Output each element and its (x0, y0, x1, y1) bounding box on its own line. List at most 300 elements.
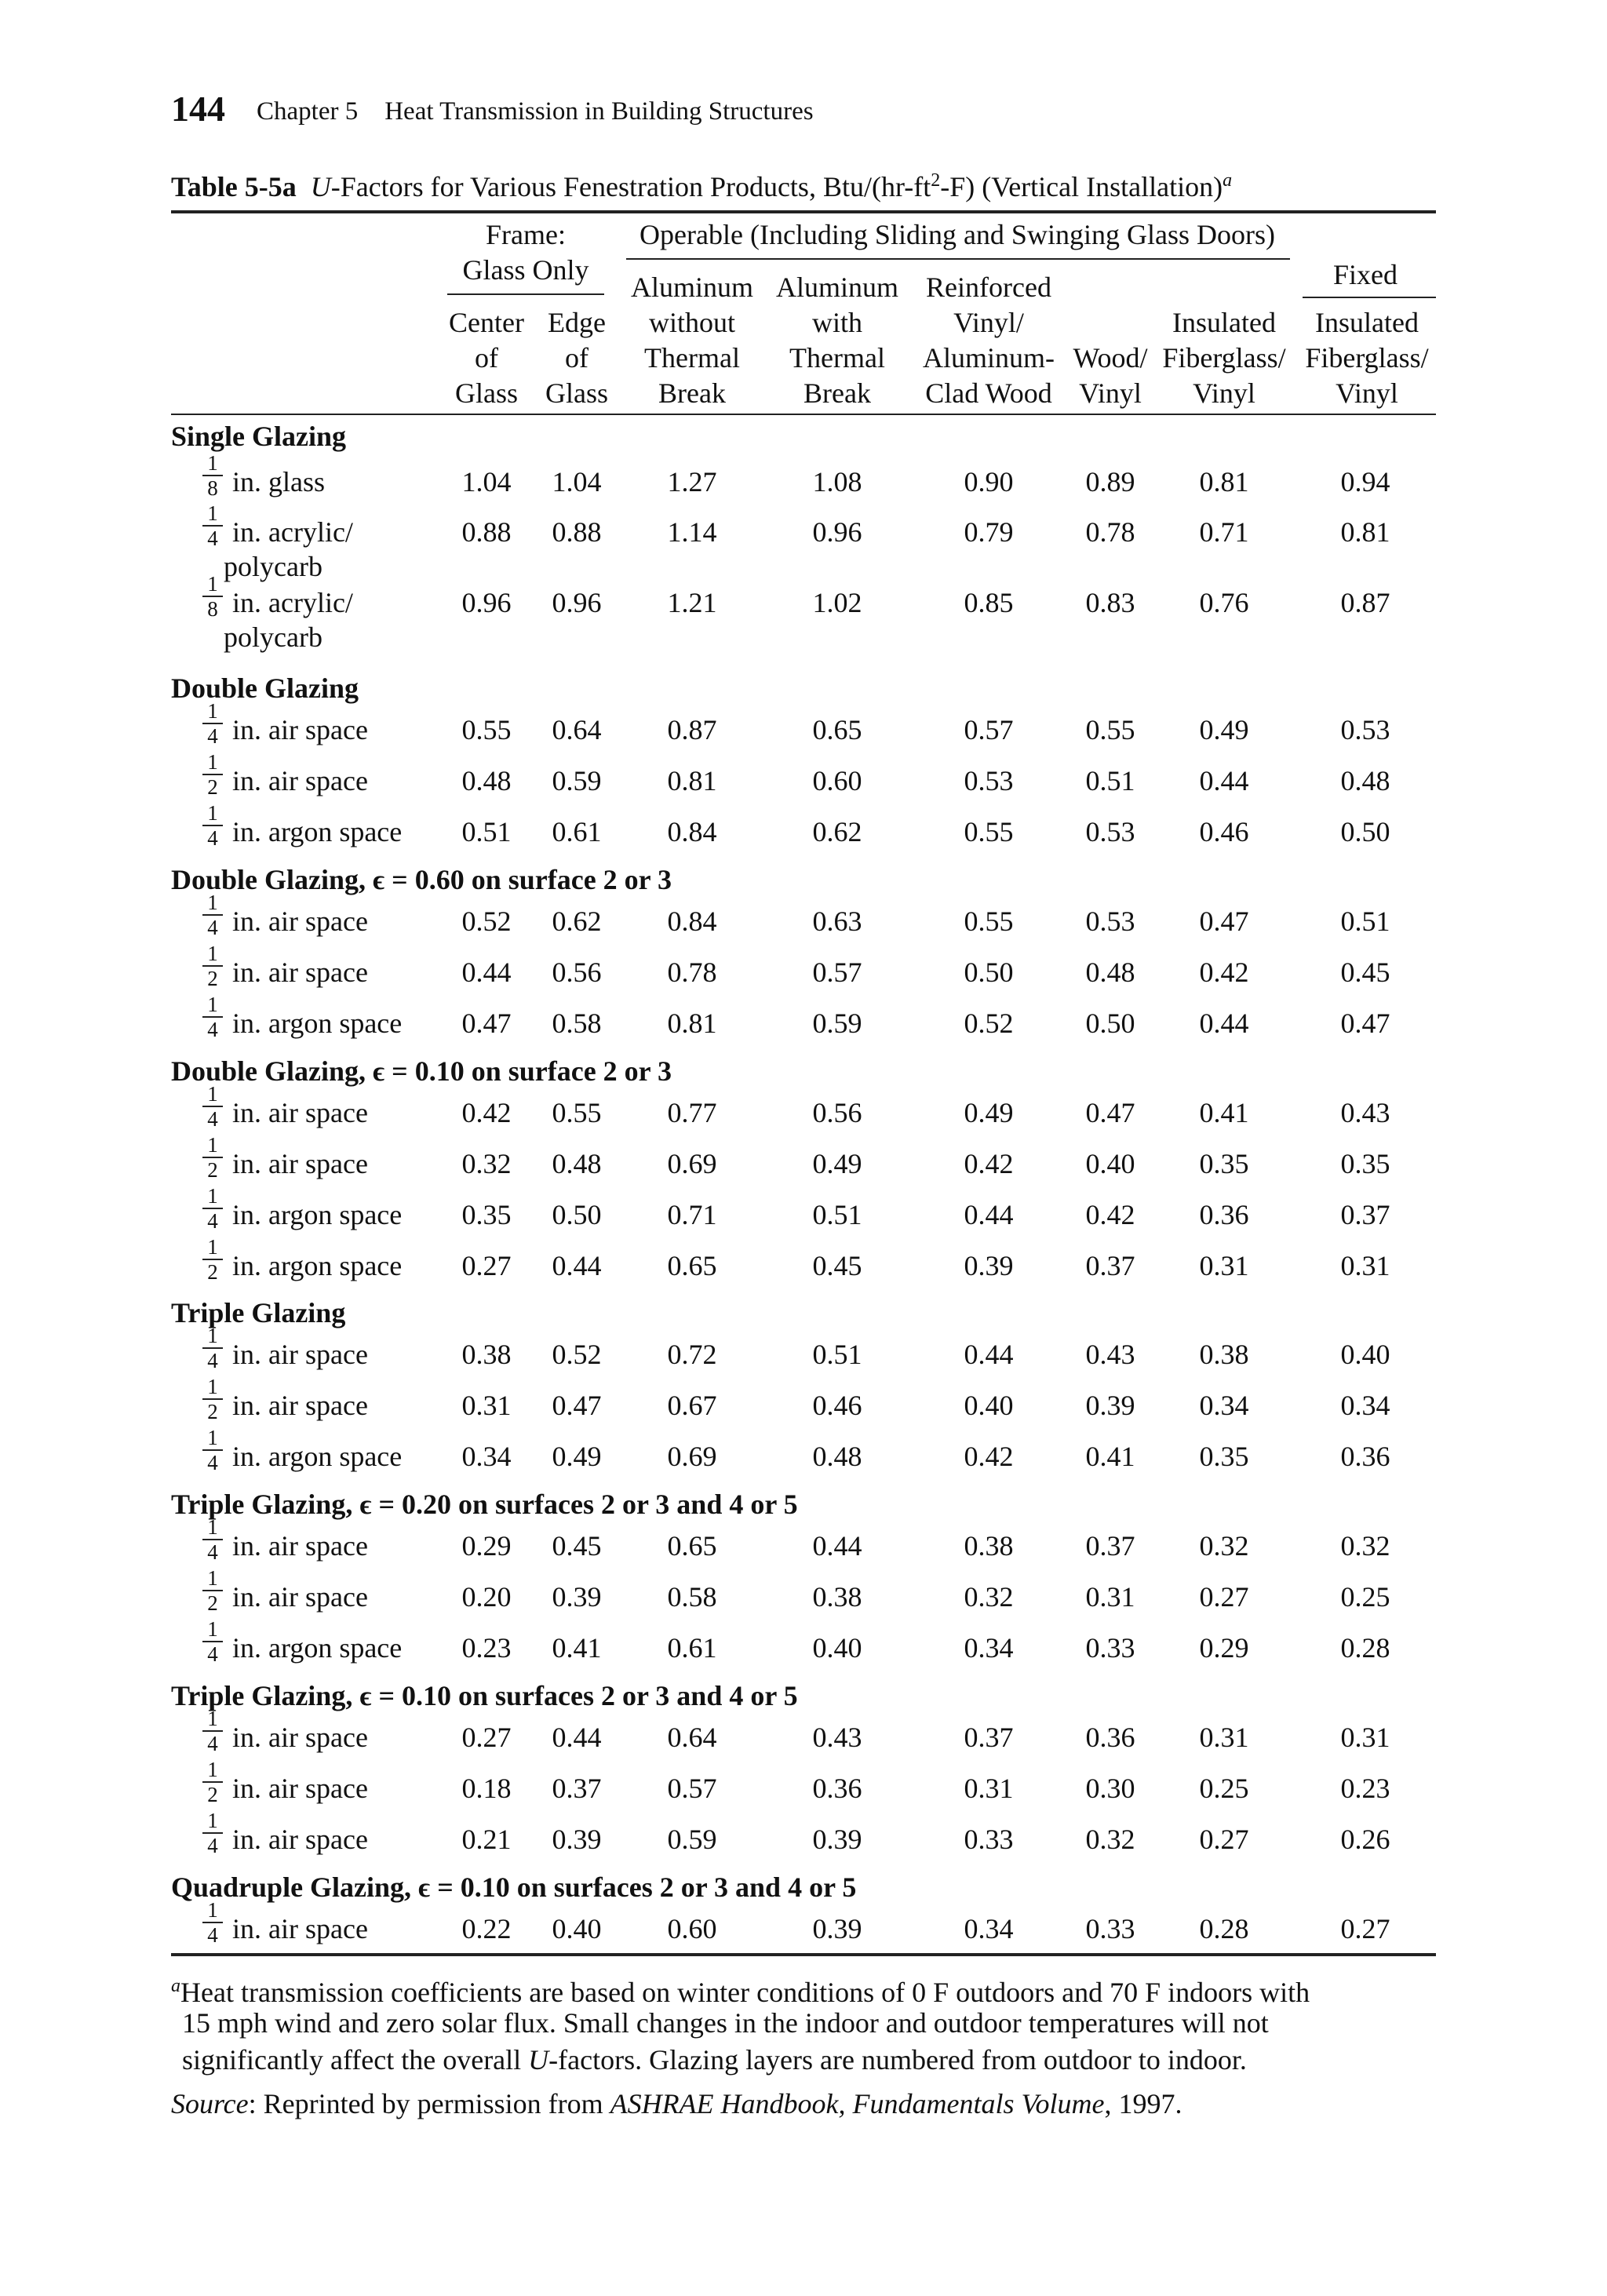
table-cell: 0.34 (964, 1632, 1014, 1664)
table-cell: 0.35 (461, 1199, 512, 1230)
fraction-denominator: 4 (207, 1834, 218, 1857)
table-cell: 0.44 (1199, 1008, 1249, 1039)
table-cell: 0.63 (812, 906, 862, 937)
fraction-numerator: 1 (207, 1566, 218, 1590)
row-label: in. air space (232, 1339, 368, 1370)
table-cell: 0.49 (552, 1441, 602, 1472)
section-title: Double Glazing, ϵ = 0.10 on surface 2 or 3 (171, 1055, 672, 1087)
fraction-numerator: 1 (207, 1082, 218, 1106)
footnote-line-1: $^a$Heat transmission coefficients are based on winter conditions of 0 F outdoors and 70 F indoors with (171, 1976, 1310, 2008)
fraction (202, 994, 223, 1040)
table-cell: 0.32 (461, 1148, 512, 1179)
table-cell: 0.44 (461, 957, 512, 988)
header-center-of-glass: Center of Glass (449, 307, 524, 409)
table-cell: 0.61 (552, 816, 602, 847)
table-cell: 0.45 (812, 1250, 862, 1281)
table-cell: 0.36 (1199, 1199, 1249, 1230)
table-cell: 0.39 (812, 1913, 862, 1944)
fraction-numerator: 1 (207, 891, 218, 914)
table-cell: 0.65 (667, 1530, 717, 1562)
section-title: Single Glazing (171, 421, 347, 452)
fraction (202, 943, 223, 989)
table-cell: 0.42 (964, 1441, 1014, 1472)
fraction-denominator: 8 (207, 476, 218, 500)
row-label: in. argon space (232, 1441, 403, 1472)
table-cell: 0.47 (1199, 906, 1249, 937)
table-cell: 0.39 (964, 1250, 1014, 1281)
table-cell: 0.32 (1340, 1530, 1390, 1562)
table-cell: 0.51 (812, 1199, 862, 1230)
table-cell: 0.81 (667, 1008, 717, 1039)
table-cell: 0.34 (1340, 1390, 1390, 1421)
row-label: in. air space (232, 1148, 368, 1179)
table-cell: 0.96 (552, 587, 602, 618)
fraction-numerator: 1 (207, 1133, 218, 1157)
table-cell: 0.57 (667, 1773, 717, 1804)
fraction (202, 1325, 223, 1372)
table-cell: 0.51 (812, 1339, 862, 1370)
table-cell: 0.31 (964, 1773, 1014, 1804)
table-cell: 0.67 (667, 1390, 717, 1421)
table-cell: 0.60 (667, 1913, 717, 1944)
section-title: Triple Glazing (171, 1297, 346, 1328)
header-frame: Frame: (486, 219, 566, 250)
fraction-numerator: 1 (207, 1375, 218, 1398)
page-number: 144 (171, 89, 225, 129)
table-cell: 0.87 (1340, 587, 1390, 618)
row-label: in. air space (232, 714, 368, 745)
fraction (202, 1619, 223, 1665)
table-cell: 0.44 (1199, 765, 1249, 796)
table-cell: 0.58 (667, 1581, 717, 1613)
header-glass-only: Glass Only (462, 254, 589, 286)
table-cell: 0.47 (1340, 1008, 1390, 1039)
table-cell: 0.40 (552, 1913, 602, 1944)
table-cell: 0.51 (1085, 765, 1135, 796)
fraction (202, 892, 223, 938)
fraction-numerator: 1 (207, 750, 218, 774)
table-cell: 0.52 (461, 906, 512, 937)
table-cell: 0.57 (812, 957, 862, 988)
table-cell: 0.42 (1085, 1199, 1135, 1230)
table-cell: 0.31 (1199, 1722, 1249, 1753)
table-cell: 0.42 (1199, 957, 1249, 988)
header-bottom-rule (171, 414, 1436, 415)
fraction-denominator: 4 (207, 1732, 218, 1755)
table-cell: 0.44 (964, 1339, 1014, 1370)
fraction (202, 1810, 223, 1857)
table-cell: 0.45 (552, 1530, 602, 1562)
row-label: in. air space (232, 957, 368, 988)
fraction-numerator: 1 (207, 1235, 218, 1259)
table-cell: 0.29 (1199, 1632, 1249, 1664)
table-cell: 0.48 (552, 1148, 602, 1179)
fraction (202, 1517, 223, 1563)
fraction (202, 1237, 223, 1283)
fraction-denominator: 2 (207, 1783, 218, 1806)
row-label-continued: polycarb (224, 621, 322, 653)
table-cell: 0.85 (964, 587, 1014, 618)
fraction-denominator: 4 (207, 1540, 218, 1564)
table-cell: 0.36 (812, 1773, 862, 1804)
table-cell: 0.34 (1199, 1390, 1249, 1421)
table-cell: 0.48 (1085, 957, 1135, 988)
fraction-denominator: 4 (207, 1107, 218, 1131)
table-cell: 0.71 (667, 1199, 717, 1230)
table-cell: 0.40 (1085, 1148, 1135, 1179)
caption-sup: 2 (931, 170, 941, 191)
table-cell: 0.32 (964, 1581, 1014, 1613)
table-cell: 0.55 (1085, 714, 1135, 745)
table-cell: 0.89 (1085, 466, 1135, 497)
table-cell: 0.50 (1340, 816, 1390, 847)
table-cell: 0.48 (461, 765, 512, 796)
table-cell: 0.36 (1340, 1441, 1390, 1472)
table-cell: 0.94 (1340, 466, 1390, 497)
table-cell: 0.35 (1199, 1148, 1249, 1179)
fraction (202, 1084, 223, 1130)
table-cell: 0.42 (964, 1148, 1014, 1179)
table-cell: 0.81 (667, 765, 717, 796)
fraction-denominator: 4 (207, 1018, 218, 1041)
table-cell: 0.78 (667, 957, 717, 988)
table-cell: 0.44 (552, 1250, 602, 1281)
table-cell: 0.44 (552, 1722, 602, 1753)
fraction-numerator: 1 (207, 1809, 218, 1832)
header-wood-vinyl: Wood/ Vinyl (1073, 342, 1148, 409)
table-cell: 0.31 (1340, 1722, 1390, 1753)
table-cell: 0.38 (461, 1339, 512, 1370)
table-cell: 0.50 (964, 957, 1014, 988)
table-cell: 0.41 (1199, 1097, 1249, 1128)
table-cell: 0.40 (812, 1632, 862, 1664)
table-cell: 0.39 (812, 1824, 862, 1855)
table-cell: 0.84 (667, 906, 717, 937)
header-aluminum-with: Aluminum with Thermal Break (775, 272, 898, 409)
table-cell: 0.84 (667, 816, 717, 847)
row-label: in. argon space (232, 1008, 403, 1039)
row-label: in. argon space (232, 1632, 403, 1664)
table-cell: 0.88 (552, 516, 602, 548)
row-label: in. air space (232, 1390, 368, 1421)
table-cell: 0.35 (1340, 1148, 1390, 1179)
fraction (202, 1759, 223, 1806)
table-cell: 0.90 (964, 466, 1014, 497)
table-cell: 0.53 (964, 765, 1014, 796)
fraction-numerator: 1 (207, 1184, 218, 1208)
fraction-denominator: 4 (207, 1642, 218, 1666)
fraction-numerator: 1 (207, 572, 218, 596)
fraction-numerator: 1 (207, 1426, 218, 1449)
row-label: in. air space (232, 1722, 368, 1753)
table-cell: 0.40 (1340, 1339, 1390, 1370)
table-cell: 0.28 (1340, 1632, 1390, 1664)
table-cell: 0.69 (667, 1148, 717, 1179)
table-cell: 0.64 (667, 1722, 717, 1753)
table-cell: 0.96 (812, 516, 862, 548)
table-cell: 0.87 (667, 714, 717, 745)
chapter-title: Heat Transmission in Building Structures (384, 97, 814, 126)
chapter-label: Chapter 5 (257, 97, 359, 126)
fraction-numerator: 1 (207, 801, 218, 825)
fraction-numerator: 1 (207, 699, 218, 723)
table-cell: 0.52 (552, 1339, 602, 1370)
header-reinforced-vinyl: Reinforced Vinyl/ Aluminum- Clad Wood (923, 272, 1055, 409)
row-label: in. argon space (232, 816, 403, 847)
table-cell: 0.22 (461, 1913, 512, 1944)
table-top-rule (171, 210, 1436, 213)
section-title: Double Glazing, ϵ = 0.60 on surface 2 or 3 (171, 864, 672, 895)
header-fixed-insulated-fiberglass: Insulated Fiberglass/ Vinyl (1305, 307, 1429, 409)
table-cell: 0.58 (552, 1008, 602, 1039)
fraction (202, 752, 223, 798)
fraction-denominator: 4 (207, 1209, 218, 1233)
table-cell: 0.62 (812, 816, 862, 847)
fraction (202, 1135, 223, 1181)
row-label: in. air space (232, 906, 368, 937)
table-cell: 0.55 (964, 816, 1014, 847)
table-cell: 0.49 (964, 1097, 1014, 1128)
table-cell: 0.28 (1199, 1913, 1249, 1944)
fraction (202, 1376, 223, 1423)
table-cell: 1.04 (461, 466, 512, 497)
table-cell: 0.60 (812, 765, 862, 796)
table-cell: 0.53 (1085, 816, 1135, 847)
header-operable: Operable (Including Sliding and Swinging Glass Doors) (640, 219, 1275, 250)
table-cell: 0.71 (1199, 516, 1249, 548)
table-cell: 0.33 (1085, 1913, 1135, 1944)
row-label: in. argon space (232, 1199, 403, 1230)
table-cell: 0.83 (1085, 587, 1135, 618)
table-cell: 0.55 (964, 906, 1014, 937)
table-cell: 0.44 (812, 1530, 862, 1562)
row-label-continued: polycarb (224, 551, 322, 582)
table-cell: 0.23 (1340, 1773, 1390, 1804)
fraction-denominator: 2 (207, 1400, 218, 1423)
fraction (202, 574, 223, 620)
table-cell: 1.02 (812, 587, 862, 618)
fraction-denominator: 2 (207, 1158, 218, 1182)
fraction-denominator: 4 (207, 1349, 218, 1372)
fraction-numerator: 1 (207, 501, 218, 525)
fraction-numerator: 1 (207, 1324, 218, 1347)
table-cell: 0.77 (667, 1097, 717, 1128)
source-line: Source: Reprinted by permission from ASHRAE Handbook, Fundamentals Volume, 1997. (171, 2088, 1182, 2119)
operable-rule (626, 258, 1290, 260)
table-cell: 0.25 (1199, 1773, 1249, 1804)
table-cell: 0.57 (964, 714, 1014, 745)
running-head (171, 88, 814, 129)
fraction (202, 1568, 223, 1614)
table-cell: 0.37 (1340, 1199, 1390, 1230)
table-cell: 0.37 (552, 1773, 602, 1804)
table-bottom-rule (171, 1953, 1436, 1956)
fraction (202, 1186, 223, 1232)
fraction-denominator: 2 (207, 775, 218, 799)
header-insulated-fiberglass: Insulated Fiberglass/ Vinyl (1162, 307, 1286, 409)
table-cell: 0.59 (667, 1824, 717, 1855)
table-cell: 0.55 (552, 1097, 602, 1128)
table-cell: 0.39 (552, 1824, 602, 1855)
table-cell: 0.42 (461, 1097, 512, 1128)
fraction-numerator: 1 (207, 993, 218, 1016)
row-label: in. air space (232, 1913, 368, 1944)
table-cell: 0.27 (1340, 1913, 1390, 1944)
table-cell: 0.49 (812, 1148, 862, 1179)
table-cell: 0.79 (964, 516, 1014, 548)
table-cell: 0.32 (1085, 1824, 1135, 1855)
table-cell: 0.41 (1085, 1441, 1135, 1472)
table-cell: 0.61 (667, 1632, 717, 1664)
table-cell: 1.04 (552, 466, 602, 497)
table-cell: 0.47 (461, 1008, 512, 1039)
table-cell: 0.62 (552, 906, 602, 937)
row-label: in. glass (232, 466, 326, 497)
table-cell: 0.27 (1199, 1581, 1249, 1613)
table-cell: 0.64 (552, 714, 602, 745)
table-cell: 0.49 (1199, 714, 1249, 745)
table-cell: 1.14 (667, 516, 717, 548)
table-cell: 0.18 (461, 1773, 512, 1804)
table-cell: 0.46 (812, 1390, 862, 1421)
row-label: in. air space (232, 1097, 368, 1128)
table-cell: 0.56 (552, 957, 602, 988)
table-cell: 0.26 (1340, 1824, 1390, 1855)
fraction-numerator: 1 (207, 942, 218, 965)
table-cell: 0.27 (461, 1250, 512, 1281)
table-cell: 0.43 (812, 1722, 862, 1753)
fraction-denominator: 4 (207, 1451, 218, 1474)
fraction (202, 503, 223, 549)
table-cell: 0.37 (1085, 1250, 1135, 1281)
table-cell: 0.78 (1085, 516, 1135, 548)
table-cell: 0.34 (461, 1441, 512, 1472)
table-cell: 0.31 (1199, 1250, 1249, 1281)
fraction-denominator: 4 (207, 826, 218, 850)
table-cell: 0.43 (1340, 1097, 1390, 1128)
fraction-numerator: 1 (207, 451, 218, 475)
table-cell: 0.20 (461, 1581, 512, 1613)
table-cell: 0.47 (1085, 1097, 1135, 1128)
table-cell: 0.23 (461, 1632, 512, 1664)
table-cell: 0.51 (1340, 906, 1390, 937)
table-cell: 0.43 (1085, 1339, 1135, 1370)
table-cell: 0.55 (461, 714, 512, 745)
section-title: Triple Glazing, ϵ = 0.20 on surfaces 2 or 3 and 4 or 5 (171, 1489, 798, 1520)
table-cell: 0.30 (1085, 1773, 1135, 1804)
fraction-numerator: 1 (207, 1617, 218, 1641)
table-cell: 0.50 (552, 1199, 602, 1230)
table-cell: 0.76 (1199, 587, 1249, 618)
glass-only-rule (447, 293, 604, 295)
table-cell: 0.56 (812, 1097, 862, 1128)
fraction (202, 1427, 223, 1474)
row-label: in. argon space (232, 1250, 403, 1281)
fraction (202, 803, 223, 849)
fraction-numerator: 1 (207, 1707, 218, 1730)
table-cell: 0.81 (1340, 516, 1390, 548)
table-cell: 0.27 (461, 1722, 512, 1753)
section-title: Triple Glazing, ϵ = 0.10 on surfaces 2 or 3 and 4 or 5 (171, 1680, 798, 1711)
caption-text: -Factors for Various Fenestration Products, Btu/(hr-ft (330, 171, 931, 202)
table-cell: 0.48 (1340, 765, 1390, 796)
fraction-denominator: 2 (207, 967, 218, 990)
table-cell: 0.31 (1085, 1581, 1135, 1613)
header-edge-of-glass: Edge of Glass (545, 307, 608, 409)
fraction-denominator: 2 (207, 1591, 218, 1615)
table-cell: 0.65 (667, 1250, 717, 1281)
table-cell: 0.72 (667, 1339, 717, 1370)
table-cell: 0.25 (1340, 1581, 1390, 1613)
fraction-denominator: 4 (207, 1923, 218, 1947)
row-label: in. air space (232, 1530, 368, 1562)
caption-end: -F) (Vertical Installation) (940, 171, 1223, 202)
table-cell: 0.81 (1199, 466, 1249, 497)
table-cell: 1.21 (667, 587, 717, 618)
caption-footnote-marker: a (1223, 170, 1233, 191)
fixed-rule (1303, 297, 1436, 298)
header-aluminum-without: Aluminum without Thermal Break (630, 272, 753, 409)
fraction-denominator: 4 (207, 724, 218, 748)
fraction-denominator: 4 (207, 916, 218, 939)
row-label: in. air space (232, 1581, 368, 1613)
fraction (202, 1900, 223, 1946)
table-cell: 0.47 (552, 1390, 602, 1421)
table-cell: 0.48 (812, 1441, 862, 1472)
table-cell: 0.34 (964, 1913, 1014, 1944)
table-cell: 0.33 (1085, 1632, 1135, 1664)
table-cell: 0.40 (964, 1390, 1014, 1421)
table-cell: 0.21 (461, 1824, 512, 1855)
fraction (202, 453, 223, 499)
table-caption (171, 170, 1232, 203)
row-label: in. air space (232, 1824, 368, 1855)
fraction-denominator: 4 (207, 527, 218, 550)
fraction-denominator: 8 (207, 597, 218, 621)
row-label: in. air space (232, 1773, 368, 1804)
table-cell: 0.32 (1199, 1530, 1249, 1562)
row-label: in. acrylic/ (232, 587, 353, 618)
table-cell: 0.38 (812, 1581, 862, 1613)
table-cell: 0.69 (667, 1441, 717, 1472)
row-label: in. air space (232, 765, 368, 796)
table-cell: 0.35 (1199, 1441, 1249, 1472)
table-cell: 0.31 (1340, 1250, 1390, 1281)
footnote-line-2: 15 mph wind and zero solar flux. Small changes in the indoor and outdoor temperatures will not (182, 2007, 1269, 2039)
footnote-line-3: significantly affect the overall U-factors. Glazing layers are numbered from outdoor to indoor. (182, 2044, 1247, 2076)
caption-u: U (310, 171, 331, 202)
table-cell: 0.53 (1340, 714, 1390, 745)
table-cell: 0.39 (552, 1581, 602, 1613)
section-title: Double Glazing (171, 672, 359, 704)
table-cell: 0.65 (812, 714, 862, 745)
table-cell: 0.50 (1085, 1008, 1135, 1039)
table-cell: 0.88 (461, 516, 512, 548)
table-cell: 0.38 (1199, 1339, 1249, 1370)
table-cell: 0.39 (1085, 1390, 1135, 1421)
table-cell: 0.46 (1199, 816, 1249, 847)
table-cell: 0.51 (461, 816, 512, 847)
fraction (202, 1708, 223, 1755)
table-cell: 0.33 (964, 1824, 1014, 1855)
table-cell: 0.45 (1340, 957, 1390, 988)
table-cell: 0.36 (1085, 1722, 1135, 1753)
table-cell: 0.37 (964, 1722, 1014, 1753)
table-cell: 0.59 (552, 765, 602, 796)
table-cell: 1.08 (812, 466, 862, 497)
table-label: Table 5-5a (171, 171, 297, 202)
table-cell: 0.38 (964, 1530, 1014, 1562)
